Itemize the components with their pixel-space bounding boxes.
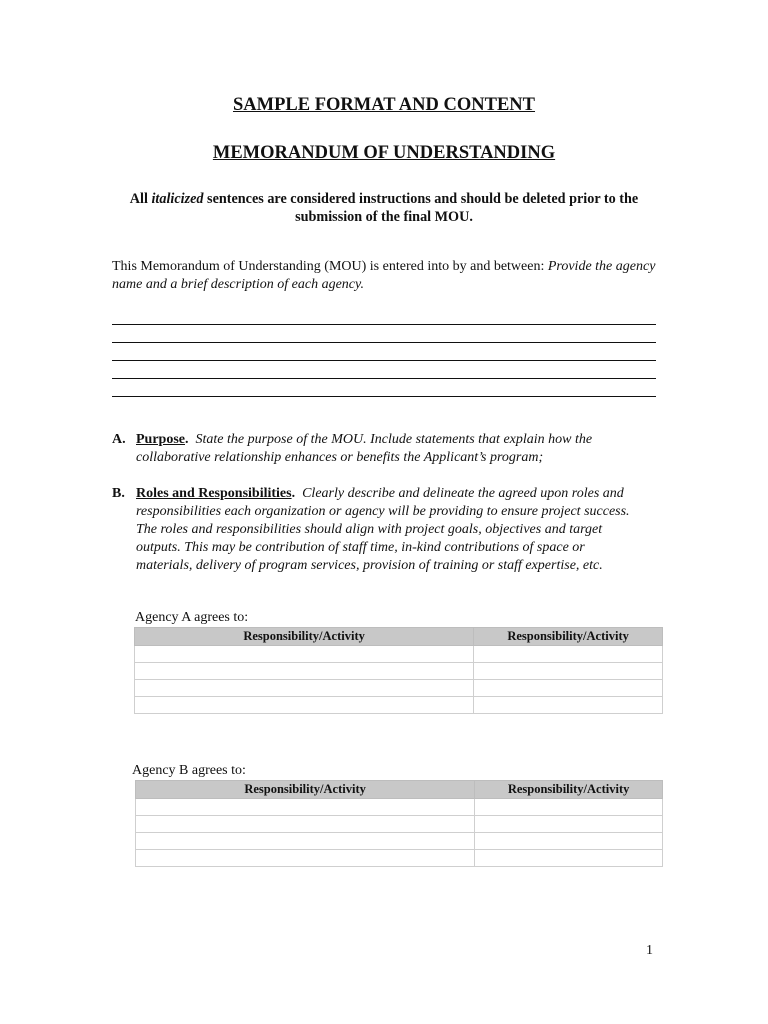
table-cell[interactable] (135, 697, 474, 714)
table-cell[interactable] (474, 697, 663, 714)
table-row (136, 799, 663, 816)
table-row (135, 646, 663, 663)
table-row (135, 663, 663, 680)
table-cell[interactable] (136, 816, 475, 833)
section-purpose (112, 431, 642, 467)
table-cell[interactable] (136, 833, 475, 850)
section-instruction: Clearly describe and delineate the agreed upon roles and responsibilities each organization or agency will be providing to ensure project success. The roles and responsibilities should align with project goals, objectives and target outputs. This may be contribution of staff time, in-kind contributions of space or materials, delivery of program services, provision of training or staff expertise, etc. (136, 486, 630, 573)
section-heading-punct: . (291, 486, 296, 501)
document-subtitle: MEMORANDUM OF UNDERSTANDING (212, 143, 556, 163)
table-row (136, 816, 663, 833)
column-header: Responsibility/Activity (474, 628, 663, 646)
table-cell[interactable] (475, 850, 663, 867)
section-letter: B. (112, 486, 125, 501)
section-letter: A. (112, 432, 126, 447)
notice-suffix: sentences are considered instructions and should be deleted prior to the submission of the final MOU. (203, 191, 639, 225)
section-instruction: State the purpose of the MOU. Include statements that explain how the collaborative relationship enhances or benefits the Applicant’s program; (136, 432, 593, 465)
agency-b-label: Agency B agrees to: (132, 763, 246, 778)
document-title: SAMPLE FORMAT AND CONTENT (232, 95, 536, 115)
agency-a-label: Agency A agrees to: (135, 610, 249, 625)
column-header: Responsibility/Activity (135, 628, 474, 646)
intro-paragraph (112, 258, 658, 294)
table-cell[interactable] (136, 850, 475, 867)
table-row (135, 680, 663, 697)
intro-text: This Memorandum of Understanding (MOU) is entered into by and between: (112, 259, 548, 274)
fill-in-line[interactable] (112, 324, 656, 325)
notice-prefix: All (129, 191, 152, 207)
agency-b-table (135, 780, 663, 867)
fill-in-line[interactable] (112, 360, 656, 361)
section-roles (112, 485, 642, 575)
table-row (136, 833, 663, 850)
column-header: Responsibility/Activity (136, 781, 475, 799)
table-cell[interactable] (474, 663, 663, 680)
fill-in-line[interactable] (112, 396, 656, 397)
section-heading-punct: . (185, 432, 189, 447)
table-cell[interactable] (474, 646, 663, 663)
table-cell[interactable] (475, 799, 663, 816)
section-heading: Roles and Responsibilities (136, 486, 292, 501)
table-row (136, 850, 663, 867)
intro-instruction: Provide the agency name and a brief description of each agency. (112, 259, 656, 292)
agency-a-table (134, 627, 663, 714)
table-cell[interactable] (475, 816, 663, 833)
section-heading: Purpose (136, 432, 185, 447)
table-cell[interactable] (135, 663, 474, 680)
table-cell[interactable] (135, 646, 474, 663)
instructions-notice (100, 190, 668, 226)
fill-in-line[interactable] (112, 378, 656, 379)
fill-in-line[interactable] (112, 342, 656, 343)
notice-emphasis: italicized (151, 191, 204, 207)
table-cell[interactable] (475, 833, 663, 850)
table-cell[interactable] (135, 680, 474, 697)
table-row (135, 697, 663, 714)
table-cell[interactable] (474, 680, 663, 697)
page-number: 1 (646, 943, 653, 958)
column-header: Responsibility/Activity (475, 781, 663, 799)
table-cell[interactable] (136, 799, 475, 816)
